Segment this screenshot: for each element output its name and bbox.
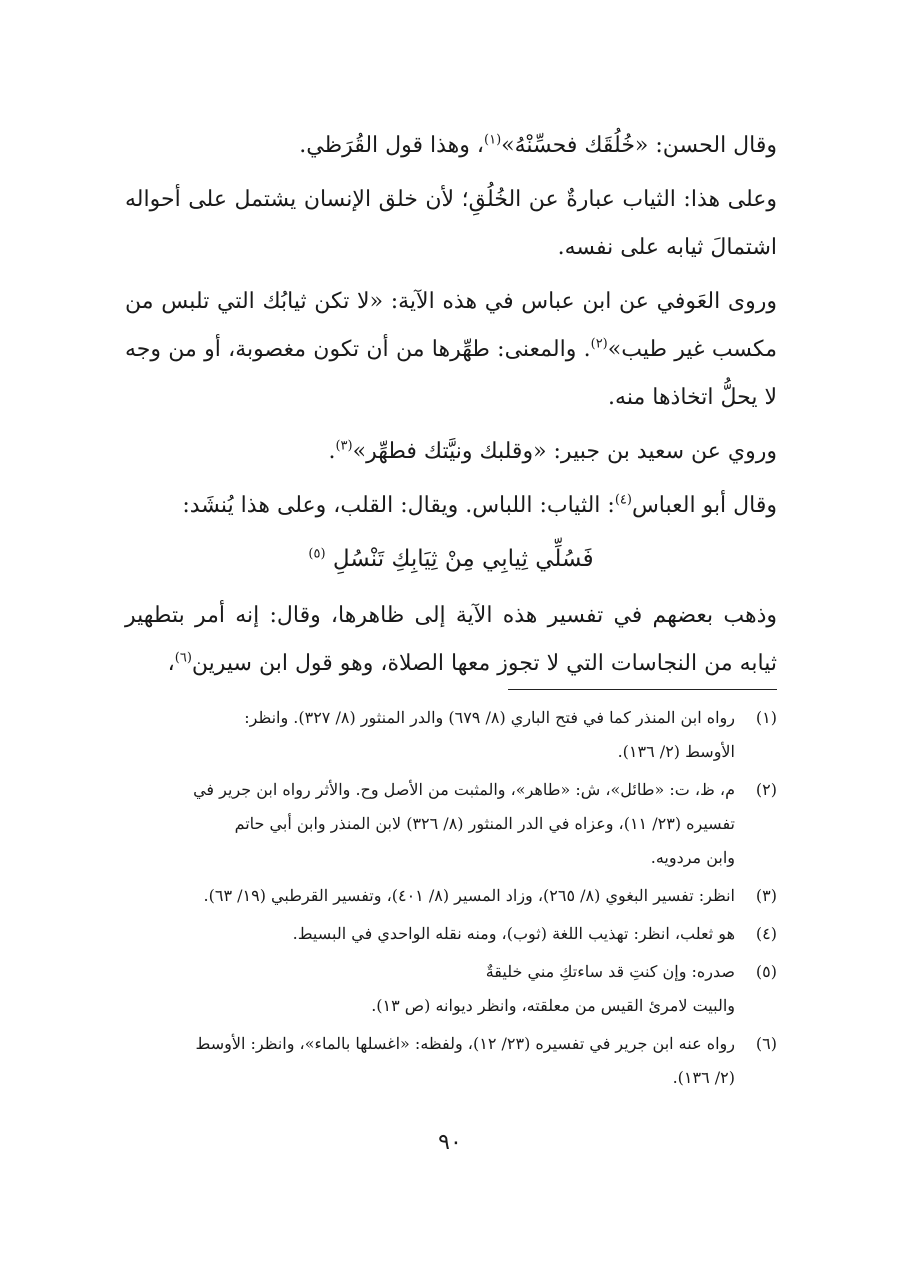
footnote-number: (٥) — [755, 962, 777, 981]
footnote — [113, 701, 777, 769]
footnote-line: انظر: تفسير البغوي (٨/ ٢٦٥)، وزاد المسير (٨/ ٤٠١)، وتفسير القرطبي (١٩/ ٦٣). — [203, 886, 735, 905]
footnote-text — [113, 701, 735, 769]
verse-text: فَسُلِّي ثِيابِي مِنْ ثِيَابِكِ تَنْسُلِ — [332, 546, 594, 572]
footnote-ref[interactable]: (٤) — [614, 492, 632, 508]
footnote-number: (١) — [755, 708, 777, 727]
paragraph-text: ، — [167, 651, 175, 676]
footnote-number: (٣) — [755, 886, 777, 905]
paragraph-text: وروي عن سعيد بن جبير: «وقلبك ونيَّتك فطهِّر» — [352, 439, 777, 464]
footnote-ref[interactable]: (٦) — [174, 650, 192, 666]
footnote — [113, 879, 777, 913]
paragraph-5 — [125, 482, 777, 530]
paragraph-text: . والمعنى: طهِّرها من أن تكون مغصوبة، أو من وجه لا يحلُّ اتخاذها منه. — [125, 337, 777, 410]
footnote-text — [113, 917, 735, 951]
main-text — [125, 122, 777, 688]
footnotes — [113, 701, 777, 1099]
footnote-number: (٦) — [755, 1034, 777, 1053]
footnote-line: رواه ابن المنذر كما في فتح الباري (٨/ ٦٧٩) والدر المنثور (٨/ ٣٢٧). وانظر: — [244, 708, 735, 727]
footnote — [113, 955, 777, 1023]
paragraph-1 — [125, 122, 777, 170]
footnote-line: رواه عنه ابن جرير في تفسيره (٢٣/ ١٢)، ولفظه: «اغسلها بالماء»، وانظر: الأوسط — [195, 1034, 735, 1053]
footnote-ref[interactable]: (٢) — [590, 336, 608, 352]
paragraph-text: وعلى هذا: الثياب عبارةٌ عن الخُلُقِ؛ لأن خلق الإنسان يشتمل على أحواله اشتمالَ ثيابه على نفسه. — [125, 187, 777, 260]
footnote-ref[interactable]: (٥) — [308, 546, 326, 562]
footnote-number: (٤) — [755, 924, 777, 943]
footnote-line: وابن مردويه. — [650, 848, 735, 867]
footnote-number: (٢) — [755, 780, 777, 799]
footnote-text — [113, 879, 735, 913]
paragraph-text: : الثياب: اللباس. ويقال: القلب، وعلى هذا يُنشَد: — [182, 493, 615, 518]
paragraph-2 — [125, 176, 777, 272]
footnote-line: م، ظ، ت: «طائل»، ش: «طاهر»، والمثبت من الأصل وح. والأثر رواه ابن جرير في — [193, 780, 735, 799]
paragraph-text: وذهب بعضهم في تفسير هذه الآية إلى ظاهرها، وقال: إنه أمر بتطهير ثيابه من النجاسات التي لا تجوز معها الصلاة، وهو قول ابن سيرين — [125, 603, 777, 676]
footnote — [113, 773, 777, 875]
footnote-line: هو ثعلب، انظر: تهذيب اللغة (ثوب)، ومنه نقله الواحدي في البسيط. — [292, 924, 735, 943]
footnote-line: (٢/ ١٣٦). — [672, 1068, 735, 1087]
footnote-text — [113, 1027, 735, 1095]
footnote-line: تفسيره (٢٣/ ١١)، وعزاه في الدر المنثور (٨/ ٣٢٦) لابن المنذر وابن أبي حاتم — [234, 814, 735, 833]
footnote-line: صدره: وإن كنتِ قد ساءتكِ مني خليقةٌ — [485, 962, 735, 981]
footnote-ref[interactable]: (٣) — [335, 438, 353, 454]
paragraph-6 — [125, 592, 777, 688]
paragraph-3 — [125, 278, 777, 422]
footnote-text — [113, 955, 735, 1023]
footnote-line: والبيت لامرئ القيس من معلقته، وانظر ديوانه (ص ١٣). — [371, 996, 735, 1015]
paragraph-text: وقال الحسن: «خُلُقَك فحسِّنْهُ» — [501, 133, 777, 158]
page-number: ٩٠ — [438, 1130, 462, 1155]
paragraph-text: وقال أبو العباس — [631, 493, 777, 518]
paragraph-4 — [125, 428, 777, 476]
footnote-text — [113, 773, 735, 875]
footnote-line: الأوسط (٢/ ١٣٦). — [617, 742, 735, 761]
footnote — [113, 1027, 777, 1095]
footnote — [113, 917, 777, 951]
paragraph-text: وروى العَوفي عن ابن عباس في هذه الآية: «لا تكن ثيابُك التي تلبس من مكسب غير طيب» — [125, 289, 777, 362]
footnote-ref[interactable]: (١) — [484, 132, 502, 148]
paragraph-text: ، وهذا قول القُرَظي. — [299, 133, 484, 158]
paragraph-text: . — [328, 439, 336, 464]
poetry-verse — [125, 534, 777, 584]
footnote-separator — [508, 689, 777, 690]
